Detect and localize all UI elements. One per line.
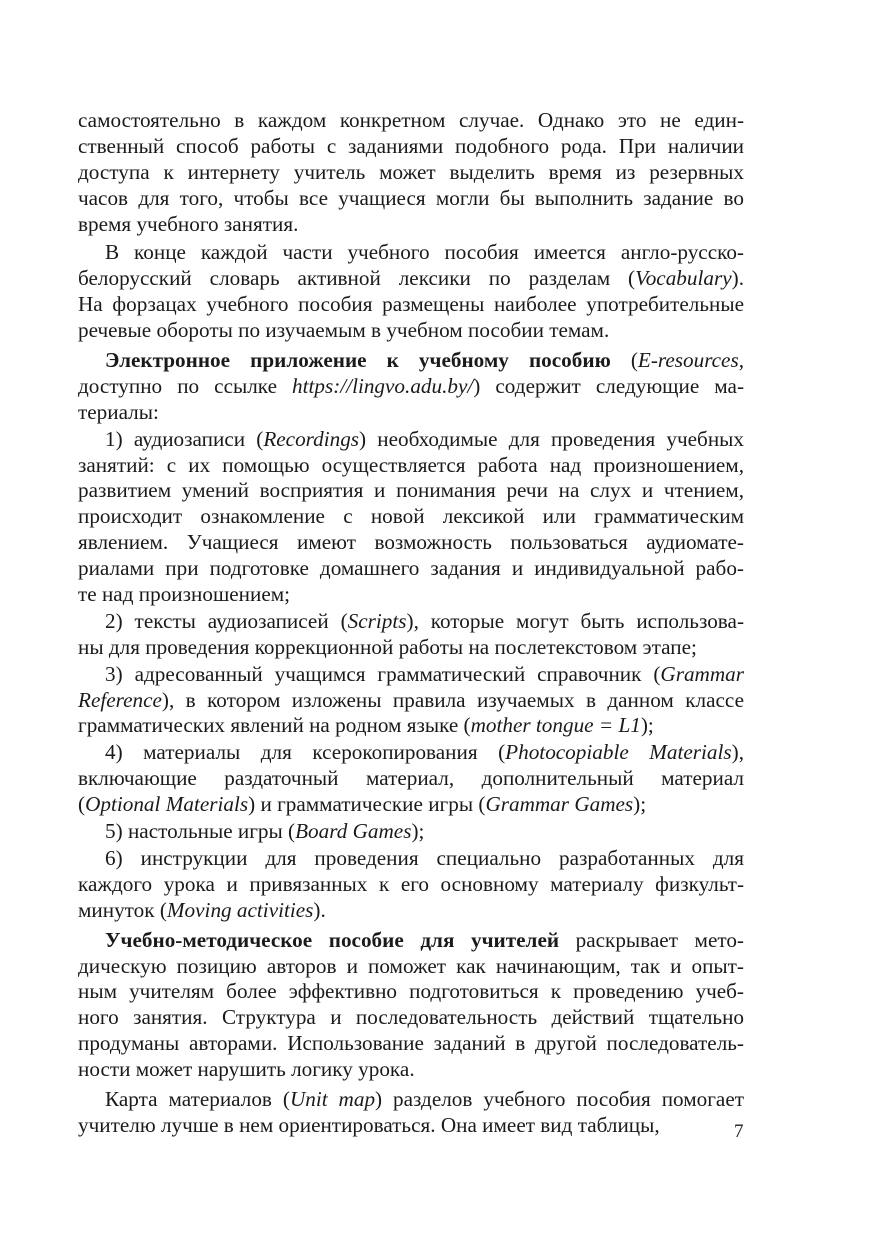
text-line: [78, 635, 744, 661]
text-line: [78, 186, 744, 212]
paragraph-p8: [78, 819, 744, 845]
italic-term: Vocabulary: [635, 266, 732, 291]
text-run: 5) настольные игры (: [105, 819, 296, 844]
text-line: [78, 766, 744, 792]
text-run: ).: [731, 266, 744, 291]
paragraph-p2: [78, 240, 744, 344]
italic-term: Scripts: [347, 608, 407, 633]
text-run: происходит ознакомление с новой лексикой или грамматическим: [78, 504, 744, 529]
text-line: [78, 292, 744, 318]
text-run: ) и грамматические игры (: [248, 792, 486, 817]
page-body: [78, 108, 744, 1139]
text-line: [78, 453, 744, 479]
italic-term: Optional Materials: [85, 792, 249, 817]
text-line: [78, 1005, 744, 1031]
text-line: [78, 318, 744, 344]
text-line: [78, 427, 744, 453]
paragraph-p7: [78, 740, 744, 818]
text-run: ны для проведения коррекционной работы на послетекстовом этапе;: [78, 634, 697, 659]
text-run: ), в котором изложены правила изучаемых в данном классе: [161, 687, 744, 712]
text-run: риалами при подготовке домашнего задания и индивидуальной рабо-: [78, 556, 744, 581]
text-line: [78, 348, 744, 374]
text-line: [78, 160, 744, 186]
text-line: [78, 1113, 744, 1139]
text-run: териалы:: [78, 399, 159, 424]
text-run: белорусский словарь активной лексики по разделам (: [78, 266, 636, 291]
text-line: [78, 530, 744, 556]
text-run: ) необходимые для проведения учебных: [359, 426, 744, 451]
italic-term: Board Games: [295, 819, 412, 844]
text-line: [78, 582, 744, 608]
text-run: );: [640, 713, 654, 738]
text-line: [78, 846, 744, 872]
paragraph-p11: [78, 1087, 744, 1139]
paragraph-p10: [78, 928, 744, 1083]
italic-term: E-resources: [637, 348, 739, 373]
paragraph-p6: [78, 662, 744, 740]
bold-term: Учебно-методическое пособие для учителей: [105, 927, 560, 952]
text-line: [78, 108, 744, 134]
text-run: развитием умений восприятия и понимания речи на слух и чтением,: [78, 478, 744, 503]
text-run: время учебного занятия.: [78, 211, 299, 236]
text-run: ,: [738, 348, 745, 373]
text-run: 3) адресованный учащимся грамматический справочник (: [105, 661, 661, 686]
text-run: 6) инструкции для проведения специально разработанных для: [105, 845, 744, 870]
text-run: На форзацах учебного пособия размещены наиболее употребительные: [78, 292, 744, 317]
italic-term: mother tongue = L1: [470, 713, 641, 738]
text-run: раскрывает мето-: [559, 927, 744, 952]
text-run: 1) аудиозаписи (: [105, 426, 264, 451]
text-run: явлением. Учащиеся имеют возможность пользоваться аудиомате-: [78, 530, 744, 555]
text-run: ственный способ работы с заданиями подобного рода. При наличии: [78, 133, 744, 158]
text-run: грамматических явлений на родном языке (: [78, 713, 471, 738]
text-run: часов для того, чтобы все учащиеся могли бы выполнить задание во: [78, 185, 744, 210]
text-line: [78, 819, 744, 845]
text-line: [78, 928, 744, 954]
text-run: ного занятия. Структура и последовательность действий тщательно: [78, 1005, 744, 1030]
text-run: 4) материалы для ксерокопирования (: [105, 740, 506, 765]
paragraph-p9: [78, 846, 744, 924]
text-run: продуманы авторами. Использование заданий в другой последователь-: [78, 1031, 744, 1056]
text-line: [78, 266, 744, 292]
text-line: [78, 504, 744, 530]
text-line: [78, 688, 744, 714]
italic-term: Recordings: [263, 426, 360, 451]
text-run: ) разделов учебного пособия помогает: [375, 1086, 744, 1111]
text-run: минуток (: [78, 897, 167, 922]
text-run: ) содержит следующие ма-: [473, 373, 744, 398]
text-line: [78, 1057, 744, 1083]
text-line: [78, 740, 744, 766]
text-run: 2) тексты аудиозаписей (: [105, 608, 348, 633]
text-line: [78, 1031, 744, 1057]
text-run: ),: [731, 740, 744, 765]
paragraph-p5: [78, 609, 744, 661]
text-run: включающие раздаточный материал, дополнительный материал: [78, 766, 744, 791]
text-run: ным учителям более эффективно подготовиться к проведению учеб-: [78, 979, 744, 1004]
text-line: [78, 1087, 744, 1113]
italic-term: Unit map: [289, 1086, 376, 1111]
paragraph-p3: [78, 348, 744, 426]
text-run: дическую позицию авторов и поможет как начинающим, так и опыт-: [78, 953, 744, 978]
text-run: ), которые могут быть использова-: [406, 608, 744, 633]
italic-term: Photocopiable Materials: [505, 740, 732, 765]
text-run: (: [78, 792, 86, 817]
italic-term: Reference: [78, 687, 162, 712]
text-line: [78, 240, 744, 266]
text-line: [78, 478, 744, 504]
text-run: ности может нарушить логику урока.: [78, 1057, 415, 1082]
text-run: доступа к интернету учитель может выделить время из резервных: [78, 159, 744, 184]
text-run: каждого урока и привязанных к его основному материалу физкульт-: [78, 871, 744, 896]
text-line: [78, 609, 744, 635]
text-line: [78, 400, 744, 426]
text-run: занятий: с их помощью осуществляется работа над произношением,: [78, 452, 744, 477]
text-line: [78, 662, 744, 688]
text-line: [78, 212, 744, 238]
italic-term: Grammar Games: [485, 792, 634, 817]
page-number: 7: [734, 1121, 744, 1142]
italic-term: Moving activities: [166, 897, 314, 922]
text-run: доступно по ссылке: [78, 373, 293, 398]
text-run: ).: [313, 897, 326, 922]
text-line: [78, 872, 744, 898]
text-line: [78, 374, 744, 400]
bold-term: Электронное приложение к учебному пособию: [105, 348, 611, 373]
text-run: (: [610, 348, 638, 373]
paragraph-p4: [78, 427, 744, 608]
text-run: самостоятельно в каждом конкретном случае. Однако это не един-: [78, 108, 744, 132]
text-run: речевые обороты по изучаемым в учебном пособии темам.: [78, 318, 610, 343]
text-run: учителю лучше в нем ориентироваться. Она имеет вид таблицы,: [78, 1112, 660, 1137]
text-run: );: [411, 819, 425, 844]
text-line: [78, 898, 744, 924]
text-run: );: [633, 792, 647, 817]
text-run: те над произношением;: [78, 582, 291, 607]
italic-term: Grammar: [660, 661, 744, 686]
paragraph-p1: [78, 108, 744, 237]
text-line: [78, 954, 744, 980]
text-line: [78, 134, 744, 160]
text-line: [78, 979, 744, 1005]
text-line: [78, 556, 744, 582]
italic-term: https://lingvo.adu.by/: [292, 373, 474, 398]
text-run: Карта материалов (: [105, 1086, 290, 1111]
text-line: [78, 792, 744, 818]
text-run: В конце каждой части учебного пособия имеется англо-русско-: [105, 240, 744, 265]
text-line: [78, 713, 744, 739]
